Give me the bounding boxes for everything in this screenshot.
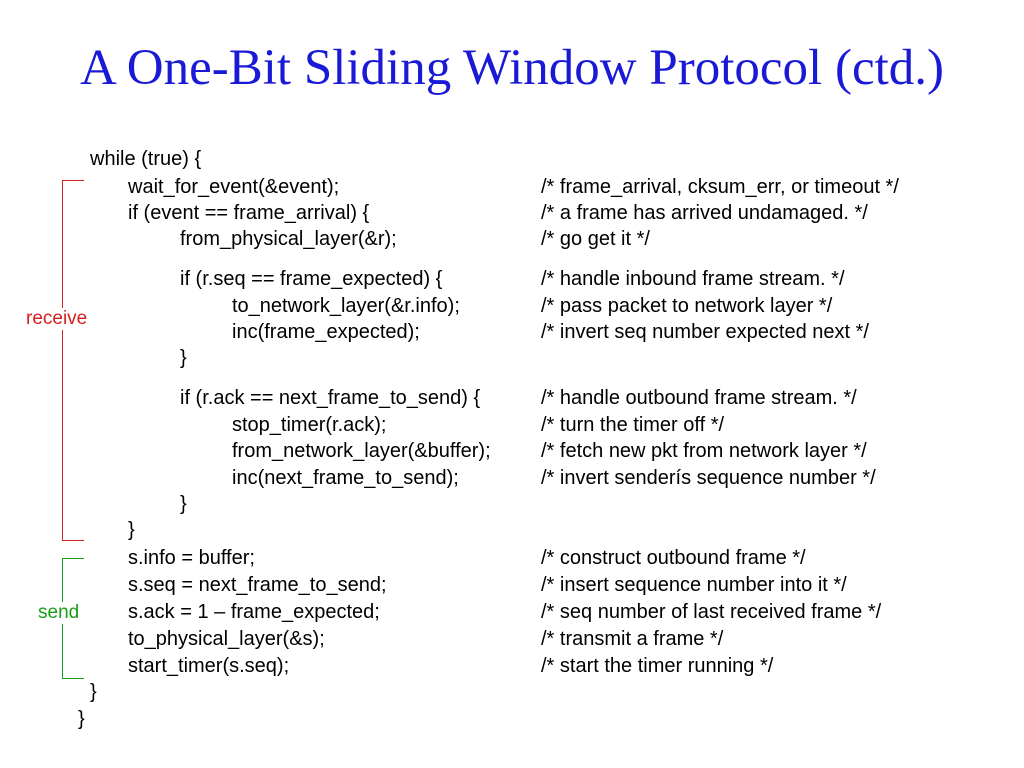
code-statement: if (event == frame_arrival) { xyxy=(128,202,370,224)
code-statement: from_physical_layer(&r); xyxy=(180,228,397,250)
code-comment: /* seq number of last received frame */ xyxy=(541,601,882,623)
code-statement: wait_for_event(&event); xyxy=(128,176,340,198)
receive-bracket-bottom xyxy=(62,540,84,541)
code-statement: inc(next_frame_to_send); xyxy=(232,467,459,489)
code-statement: s.seq = next_frame_to_send; xyxy=(128,574,387,596)
code-comment: /* start the timer running */ xyxy=(541,655,774,677)
code-comment: /* go get it */ xyxy=(541,228,650,250)
code-statement: to_network_layer(&r.info); xyxy=(232,295,460,317)
receive-label: receive xyxy=(26,308,88,329)
code-statement: start_timer(s.seq); xyxy=(128,655,290,677)
code-statement: s.ack = 1 – frame_expected; xyxy=(128,601,380,623)
code-statement: inc(frame_expected); xyxy=(232,321,420,343)
code-statement: } xyxy=(180,493,187,515)
code-comment: /* handle inbound frame stream. */ xyxy=(541,268,845,290)
code-statement: stop_timer(r.ack); xyxy=(232,414,387,436)
code-statement: from_network_layer(&buffer); xyxy=(232,440,491,462)
code-comment: /* invert seq number expected next */ xyxy=(541,321,869,343)
code-comment: /* a frame has arrived undamaged. */ xyxy=(541,202,868,224)
code-comment: /* pass packet to network layer */ xyxy=(541,295,833,317)
code-statement: } xyxy=(78,708,85,730)
code-comment: /* handle outbound frame stream. */ xyxy=(541,387,857,409)
send-bracket-bottom xyxy=(62,678,84,679)
code-statement: to_physical_layer(&s); xyxy=(128,628,325,650)
code-statement: if (r.seq == frame_expected) { xyxy=(180,268,443,290)
receive-bracket-line xyxy=(62,180,63,540)
code-comment: /* frame_arrival, cksum_err, or timeout */ xyxy=(541,176,899,198)
code-comment: /* insert sequence number into it */ xyxy=(541,574,847,596)
code-statement: s.info = buffer; xyxy=(128,547,255,569)
code-statement: } xyxy=(180,347,187,369)
code-comment: /* turn the timer off */ xyxy=(541,414,725,436)
code-comment: /* invert senderís sequence number */ xyxy=(541,467,876,489)
code-comment: /* transmit a frame */ xyxy=(541,628,724,650)
code-statement: while (true) { xyxy=(90,148,202,170)
code-statement: if (r.ack == next_frame_to_send) { xyxy=(180,387,481,409)
send-label: send xyxy=(38,602,80,623)
code-comment: /* construct outbound frame */ xyxy=(541,547,806,569)
send-bracket-top xyxy=(62,558,84,559)
receive-bracket-top xyxy=(62,180,84,181)
code-statement: } xyxy=(128,519,135,541)
code-statement: } xyxy=(90,681,97,703)
code-comment: /* fetch new pkt from network layer */ xyxy=(541,440,867,462)
slide-title: A One-Bit Sliding Window Protocol (ctd.) xyxy=(80,40,944,96)
